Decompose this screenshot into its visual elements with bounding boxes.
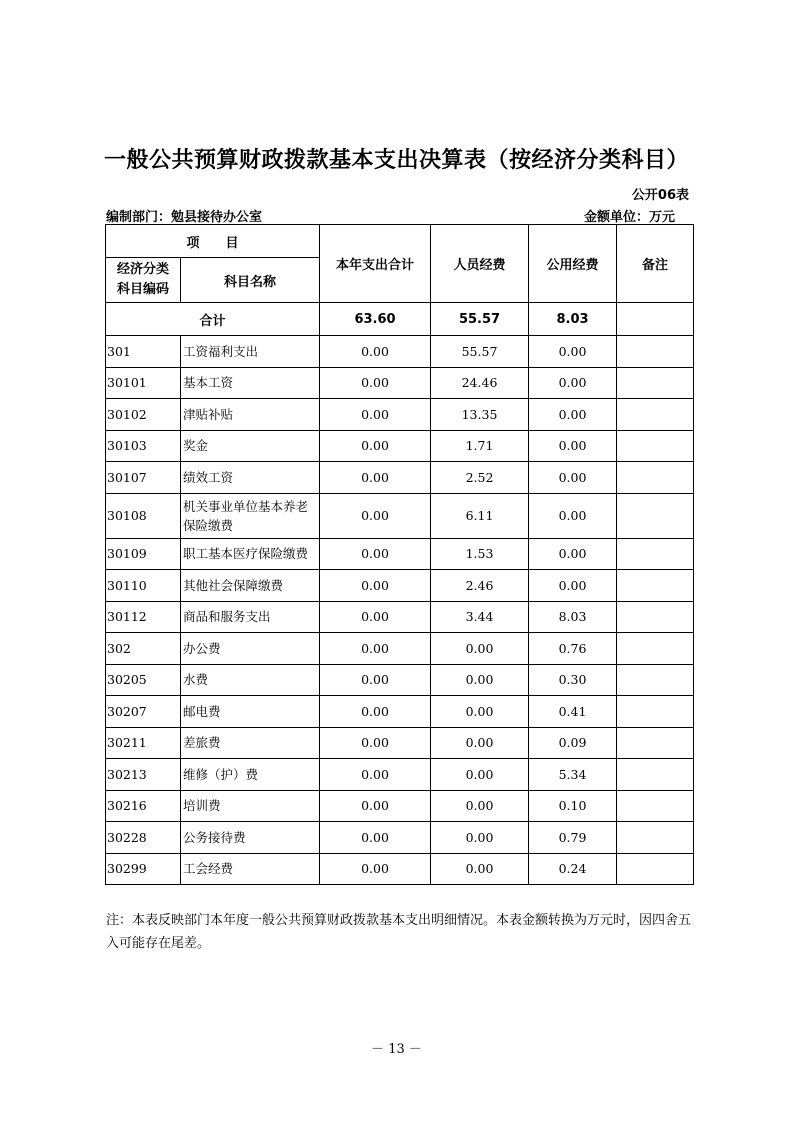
row-subject-name: 商品和服务支出 xyxy=(181,601,320,633)
row-remarks xyxy=(617,853,694,885)
table-row xyxy=(106,633,694,665)
row-remarks xyxy=(617,696,694,728)
row-personnel: 0.00 xyxy=(431,790,529,822)
row-subject-name: 维修（护）费 xyxy=(181,759,320,791)
header-project: 项 目 xyxy=(106,225,320,258)
row-code: 30109 xyxy=(106,538,181,570)
table-row xyxy=(106,853,694,885)
table-row xyxy=(106,430,694,462)
footnote: 注：本表反映部门本年度一般公共预算财政拨款基本支出明细情况。本表金额转换为万元时，因四舍五入可能存在尾差。 xyxy=(106,913,692,951)
table-number: 公开06表 xyxy=(631,188,689,203)
row-remarks xyxy=(617,399,694,431)
total-remarks xyxy=(617,303,694,336)
row-subject-name: 津贴补贴 xyxy=(181,399,320,431)
header-econ-code: 经济分类科目编码 xyxy=(106,258,181,303)
row-code: 30110 xyxy=(106,570,181,602)
department-label: 编制部门： xyxy=(106,210,172,225)
total-label: 合计 xyxy=(106,303,320,336)
row-subject-name: 奖金 xyxy=(181,430,320,462)
header-public: 公用经费 xyxy=(529,225,617,303)
row-code: 30211 xyxy=(106,727,181,759)
table-row xyxy=(106,399,694,431)
row-public: 0.24 xyxy=(529,853,617,885)
row-subject-name: 办公费 xyxy=(181,633,320,665)
total-personnel: 55.57 xyxy=(431,303,529,336)
row-personnel: 0.00 xyxy=(431,633,529,665)
row-remarks xyxy=(617,430,694,462)
row-total: 0.00 xyxy=(320,570,431,602)
row-total: 0.00 xyxy=(320,493,431,538)
row-subject-name: 差旅费 xyxy=(181,727,320,759)
row-public: 8.03 xyxy=(529,601,617,633)
row-code: 30207 xyxy=(106,696,181,728)
row-subject-name: 邮电费 xyxy=(181,696,320,728)
row-total: 0.00 xyxy=(320,727,431,759)
row-remarks xyxy=(617,633,694,665)
row-personnel: 0.00 xyxy=(431,727,529,759)
row-code: 301 xyxy=(106,336,181,368)
page-number: － 13 － xyxy=(371,1042,422,1057)
row-remarks xyxy=(617,822,694,854)
row-personnel: 1.53 xyxy=(431,538,529,570)
row-personnel: 55.57 xyxy=(431,336,529,368)
row-total: 0.00 xyxy=(320,336,431,368)
row-personnel: 0.00 xyxy=(431,664,529,696)
row-total: 0.00 xyxy=(320,696,431,728)
row-total: 0.00 xyxy=(320,822,431,854)
table-row xyxy=(106,462,694,494)
header-personnel: 人员经费 xyxy=(431,225,529,303)
header-total: 本年支出合计 xyxy=(320,225,431,303)
table-row xyxy=(106,790,694,822)
row-remarks xyxy=(617,759,694,791)
row-subject-name: 基本工资 xyxy=(181,367,320,399)
row-code: 30216 xyxy=(106,790,181,822)
row-code: 30213 xyxy=(106,759,181,791)
row-subject-name: 工资福利支出 xyxy=(181,336,320,368)
row-public: 0.00 xyxy=(529,367,617,399)
row-public: 0.00 xyxy=(529,399,617,431)
row-public: 5.34 xyxy=(529,759,617,791)
row-subject-name: 水费 xyxy=(181,664,320,696)
table-row xyxy=(106,570,694,602)
row-personnel: 24.46 xyxy=(431,367,529,399)
row-remarks xyxy=(617,790,694,822)
row-remarks xyxy=(617,462,694,494)
row-code: 30103 xyxy=(106,430,181,462)
expenditure-table xyxy=(105,224,694,885)
row-total: 0.00 xyxy=(320,367,431,399)
row-remarks xyxy=(617,493,694,538)
total-row xyxy=(106,303,694,336)
row-total: 0.00 xyxy=(320,430,431,462)
table-row xyxy=(106,822,694,854)
table-row xyxy=(106,493,694,538)
row-personnel: 2.46 xyxy=(431,570,529,602)
row-personnel: 3.44 xyxy=(431,601,529,633)
row-public: 0.00 xyxy=(529,538,617,570)
row-code: 30299 xyxy=(106,853,181,885)
row-total: 0.00 xyxy=(320,759,431,791)
amount-unit: 金额单位：万元 xyxy=(583,210,675,225)
table-row xyxy=(106,367,694,399)
row-remarks xyxy=(617,601,694,633)
row-public: 0.00 xyxy=(529,493,617,538)
row-total: 0.00 xyxy=(320,462,431,494)
header-remarks: 备注 xyxy=(617,225,694,303)
row-subject-name: 公务接待费 xyxy=(181,822,320,854)
row-public: 0.41 xyxy=(529,696,617,728)
total-public: 8.03 xyxy=(529,303,617,336)
row-personnel: 0.00 xyxy=(431,759,529,791)
row-code: 30228 xyxy=(106,822,181,854)
row-subject-name: 职工基本医疗保险缴费 xyxy=(181,538,320,570)
row-public: 0.10 xyxy=(529,790,617,822)
row-remarks xyxy=(617,367,694,399)
row-subject-name: 绩效工资 xyxy=(181,462,320,494)
row-personnel: 1.71 xyxy=(431,430,529,462)
row-code: 30107 xyxy=(106,462,181,494)
row-personnel: 2.52 xyxy=(431,462,529,494)
row-public: 0.00 xyxy=(529,462,617,494)
row-public: 0.79 xyxy=(529,822,617,854)
row-personnel: 0.00 xyxy=(431,853,529,885)
row-total: 0.00 xyxy=(320,601,431,633)
row-code: 30102 xyxy=(106,399,181,431)
row-personnel: 13.35 xyxy=(431,399,529,431)
department-info xyxy=(106,206,262,225)
row-total: 0.00 xyxy=(320,664,431,696)
row-subject-name: 机关事业单位基本养老保险缴费 xyxy=(181,493,320,538)
row-personnel: 0.00 xyxy=(431,696,529,728)
total-amount: 63.60 xyxy=(320,303,431,336)
row-public: 0.00 xyxy=(529,336,617,368)
row-personnel: 6.11 xyxy=(431,493,529,538)
table-row xyxy=(106,696,694,728)
page-title: 一般公共预算财政拨款基本支出决算表（按经济分类科目） xyxy=(103,148,689,173)
row-public: 0.30 xyxy=(529,664,617,696)
row-total: 0.00 xyxy=(320,538,431,570)
row-personnel: 0.00 xyxy=(431,822,529,854)
department-name: 勉县接待办公室 xyxy=(171,210,263,225)
header-subject-name: 科目名称 xyxy=(181,258,320,303)
row-code: 302 xyxy=(106,633,181,665)
row-remarks xyxy=(617,727,694,759)
table-row xyxy=(106,727,694,759)
row-total: 0.00 xyxy=(320,399,431,431)
row-remarks xyxy=(617,664,694,696)
table-row xyxy=(106,601,694,633)
row-code: 30205 xyxy=(106,664,181,696)
row-public: 0.00 xyxy=(529,430,617,462)
row-total: 0.00 xyxy=(320,853,431,885)
table-row xyxy=(106,336,694,368)
row-remarks xyxy=(617,336,694,368)
row-code: 30101 xyxy=(106,367,181,399)
row-public: 0.09 xyxy=(529,727,617,759)
table-row xyxy=(106,664,694,696)
table-row xyxy=(106,538,694,570)
row-remarks xyxy=(617,570,694,602)
row-remarks xyxy=(617,538,694,570)
row-code: 30112 xyxy=(106,601,181,633)
row-total: 0.00 xyxy=(320,790,431,822)
row-public: 0.00 xyxy=(529,570,617,602)
row-total: 0.00 xyxy=(320,633,431,665)
table-row xyxy=(106,759,694,791)
row-subject-name: 培训费 xyxy=(181,790,320,822)
row-subject-name: 其他社会保障缴费 xyxy=(181,570,320,602)
row-code: 30108 xyxy=(106,493,181,538)
row-public: 0.76 xyxy=(529,633,617,665)
row-subject-name: 工会经费 xyxy=(181,853,320,885)
